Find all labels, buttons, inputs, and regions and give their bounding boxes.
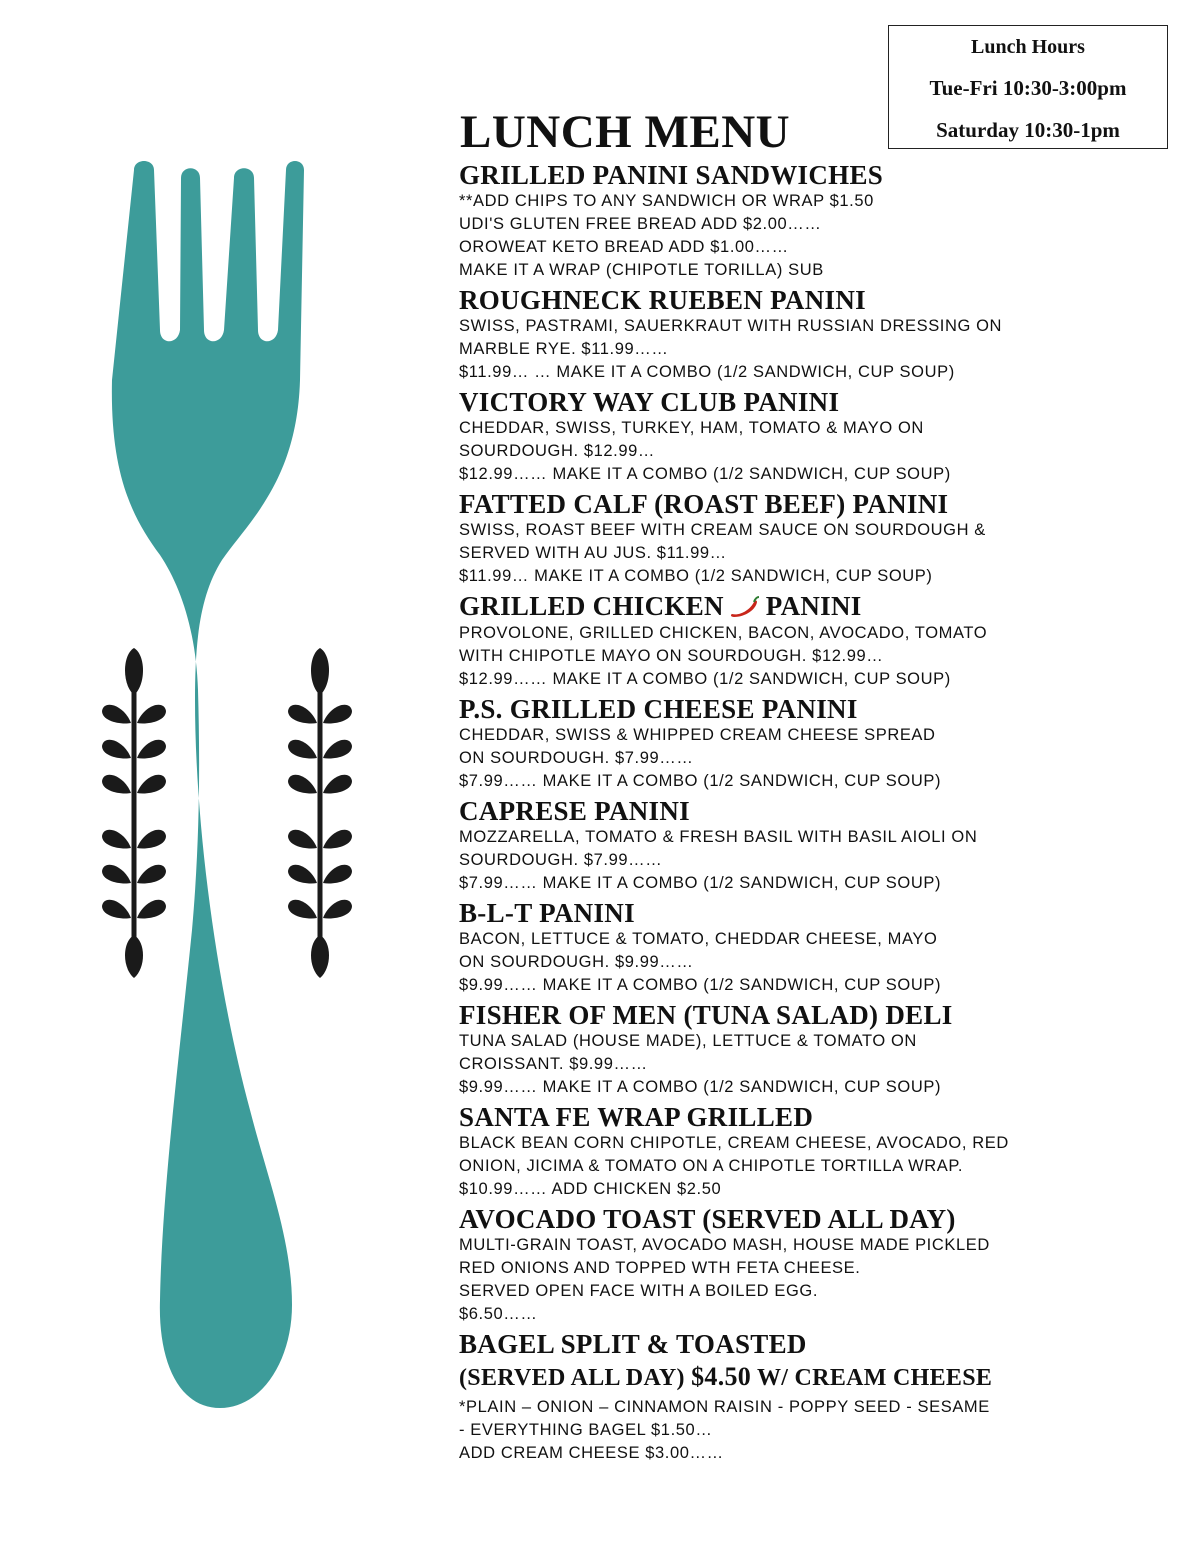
sprig-leaf xyxy=(323,775,352,794)
item-line: - EVERYTHING BAGEL $1.50… xyxy=(459,1420,713,1439)
sprig-leaf xyxy=(323,705,352,724)
menu-item xyxy=(459,694,1159,793)
bagel-price: $4.50 xyxy=(691,1361,752,1391)
item-description xyxy=(459,928,1159,997)
sprig-leaf xyxy=(288,705,317,724)
item-name: B-L-T PANINI xyxy=(459,897,635,928)
item-line: RED ONIONS AND TOPPED WTH FETA CHEESE. xyxy=(459,1258,861,1277)
item-line: SWISS, PASTRAMI, SAUERKRAUT WITH RUSSIAN DRESSING ON xyxy=(459,317,1003,335)
sprig-leaf xyxy=(311,935,329,978)
item-description xyxy=(459,1030,1159,1099)
sprig-leaf xyxy=(137,705,166,724)
item-description xyxy=(459,724,1159,793)
item-line: $7.99…… MAKE IT A COMBO (1/2 SANDWICH, CUP SOUP) xyxy=(459,771,942,790)
item-line: *PLAIN – ONION – CINNAMON RAISIN - POPPY SEED - SESAME xyxy=(459,1397,990,1416)
item-name: CAPRESE PANINI xyxy=(459,795,690,826)
sprig-leaf xyxy=(311,648,329,695)
item-name: BAGEL SPLIT & TOASTED xyxy=(459,1328,807,1359)
item-line: $10.99…… ADD CHICKEN $2.50 xyxy=(459,1179,722,1198)
menu-content xyxy=(459,104,1159,1465)
fork-icon xyxy=(112,161,304,1408)
item-description xyxy=(459,1396,1159,1465)
item-line: CHEDDAR, SWISS, TURKEY, HAM, TOMATO & MAYO ON xyxy=(459,419,924,437)
item-line: SERVED OPEN FACE WITH A BOILED EGG. xyxy=(459,1281,819,1300)
bagel-price-suffix: W/ CREAM CHEESE xyxy=(756,1364,993,1391)
sprig-leaf xyxy=(323,900,352,919)
item-description xyxy=(459,1234,1159,1326)
item-line: $12.99…… MAKE IT A COMBO (1/2 SANDWICH, CUP SOUP) xyxy=(459,465,951,483)
sprig-leaf xyxy=(102,705,131,724)
item-description xyxy=(459,315,1159,384)
item-line: $12.99…… MAKE IT A COMBO (1/2 SANDWICH, CUP SOUP) xyxy=(459,669,951,688)
hours-saturday: Saturday 10:30-1pm xyxy=(936,118,1120,142)
sprig-leaf xyxy=(323,830,352,849)
item-name: FISHER OF MEN (TUNA SALAD) DELI xyxy=(459,999,953,1030)
sprig-leaf xyxy=(288,775,317,794)
item-name-end: PANINI xyxy=(765,591,862,621)
item-name: P.S. GRILLED CHEESE PANINI xyxy=(459,693,858,724)
item-description xyxy=(459,826,1159,895)
item-line: ON SOURDOUGH. $7.99…… xyxy=(459,748,694,767)
item-line: $6.50…… xyxy=(459,1304,538,1323)
item-line: MARBLE RYE. $11.99…… xyxy=(459,340,669,358)
item-line: WITH CHIPOTLE MAYO ON SOURDOUGH. $12.99… xyxy=(459,646,884,665)
item-line: MULTI-GRAIN TOAST, AVOCADO MASH, HOUSE MADE PICKLED xyxy=(459,1235,990,1254)
sprig-leaf xyxy=(288,865,317,884)
note-line: UDI'S GLUTEN FREE BREAD ADD $2.00…… xyxy=(459,215,822,233)
right-sprig-icon xyxy=(288,648,352,978)
sprig-leaf xyxy=(288,740,317,759)
item-line: $11.99… … MAKE IT A COMBO (1/2 SANDWICH, CUP SOUP) xyxy=(459,363,955,381)
sprig-stem xyxy=(132,660,137,970)
sprig-leaf xyxy=(102,900,131,919)
item-description xyxy=(459,622,1159,691)
item-line: ONION, JICIMA & TOMATO ON A CHIPOTLE TORTILLA WRAP. xyxy=(459,1156,964,1175)
bagel-price-line xyxy=(459,1359,1159,1396)
fork-body xyxy=(112,161,304,1408)
menu-title: LUNCH MENU xyxy=(460,106,791,158)
hours-weekday: Tue-Fri 10:30-3:00pm xyxy=(929,76,1127,100)
note-line: **ADD CHIPS TO ANY SANDWICH OR WRAP $1.50 xyxy=(459,192,874,210)
menu-item xyxy=(459,591,1159,691)
sprig-leaf xyxy=(125,648,143,695)
hours-title: Lunch Hours xyxy=(971,36,1085,58)
item-line: $11.99… MAKE IT A COMBO (1/2 SANDWICH, CUP SOUP) xyxy=(459,567,933,585)
item-line: $9.99…… MAKE IT A COMBO (1/2 SANDWICH, CUP SOUP) xyxy=(459,975,942,994)
sprig-leaf xyxy=(323,865,352,884)
sprig-leaf xyxy=(102,775,131,794)
item-line: SWISS, ROAST BEEF WITH CREAM SAUCE ON SOURDOUGH & xyxy=(459,521,986,539)
menu-item xyxy=(459,1000,1159,1099)
fork-illustration xyxy=(0,0,440,1553)
item-name: AVOCADO TOAST (SERVED ALL DAY) xyxy=(459,1203,956,1234)
item-line: $7.99…… MAKE IT A COMBO (1/2 SANDWICH, CUP SOUP) xyxy=(459,873,942,892)
item-name: FATTED CALF (ROAST BEEF) PANINI xyxy=(459,489,949,519)
section-heading: GRILLED PANINI SANDWICHES xyxy=(459,160,884,190)
item-line: $9.99…… MAKE IT A COMBO (1/2 SANDWICH, CUP SOUP) xyxy=(459,1077,942,1096)
menu-item xyxy=(459,387,1159,486)
item-line: BLACK BEAN CORN CHIPOTLE, CREAM CHEESE, AVOCADO, RED xyxy=(459,1133,1009,1152)
menu-item xyxy=(459,489,1159,588)
menu-item xyxy=(459,1204,1159,1326)
sprig-leaf xyxy=(288,900,317,919)
menu-item xyxy=(459,796,1159,895)
sprig-leaf xyxy=(137,865,166,884)
sprig-leaf xyxy=(137,775,166,794)
menu-notes xyxy=(459,190,1159,282)
item-line: ON SOURDOUGH. $9.99…… xyxy=(459,952,694,971)
sprig-leaf xyxy=(137,900,166,919)
menu-item xyxy=(459,1102,1159,1201)
left-sprig-icon xyxy=(102,648,166,978)
note-line: OROWEAT KETO BREAD ADD $1.00…… xyxy=(459,238,789,256)
menu-item-bagel xyxy=(459,1329,1159,1465)
item-description xyxy=(459,519,1159,588)
item-line: SERVED WITH AU JUS. $11.99… xyxy=(459,544,727,562)
item-line: TUNA SALAD (HOUSE MADE), LETTUCE & TOMATO ON xyxy=(459,1031,917,1050)
item-description xyxy=(459,1132,1159,1201)
item-line: PROVOLONE, GRILLED CHICKEN, BACON, AVOCADO, TOMATO xyxy=(459,623,988,642)
menu-item xyxy=(459,898,1159,997)
sprig-leaf xyxy=(125,935,143,978)
item-line: CHEDDAR, SWISS & WHIPPED CREAM CHEESE SPREAD xyxy=(459,725,936,744)
bagel-served: (SERVED ALL DAY) xyxy=(459,1364,685,1391)
menu-item xyxy=(459,285,1159,384)
item-name-start: GRILLED CHICKEN xyxy=(459,591,724,621)
item-name: VICTORY WAY CLUB PANINI xyxy=(459,387,840,417)
sprig-leaf xyxy=(137,740,166,759)
sprig-leaf xyxy=(323,740,352,759)
note-line: MAKE IT A WRAP (CHIPOTLE TORILLA) SUB xyxy=(459,261,824,279)
sprig-leaf xyxy=(102,830,131,849)
item-name: SANTA FE WRAP GRILLED xyxy=(459,1101,814,1132)
item-name xyxy=(459,591,1159,622)
chili-pepper-icon xyxy=(730,596,760,618)
item-name: ROUGHNECK RUEBEN PANINI xyxy=(459,285,866,315)
sprig-leaf xyxy=(102,740,131,759)
item-line: SOURDOUGH. $7.99…… xyxy=(459,850,663,869)
item-line: CROISSANT. $9.99…… xyxy=(459,1054,648,1073)
sprig-leaf xyxy=(102,865,131,884)
sprig-stem xyxy=(318,660,323,970)
item-line: ADD CREAM CHEESE $3.00…… xyxy=(459,1443,724,1462)
sprig-leaf xyxy=(137,830,166,849)
sprig-leaf xyxy=(288,830,317,849)
item-description xyxy=(459,417,1159,486)
item-line: SOURDOUGH. $12.99… xyxy=(459,442,656,460)
item-line: MOZZARELLA, TOMATO & FRESH BASIL WITH BASIL AIOLI ON xyxy=(459,827,978,846)
item-line: BACON, LETTUCE & TOMATO, CHEDDAR CHEESE, MAYO xyxy=(459,929,938,948)
